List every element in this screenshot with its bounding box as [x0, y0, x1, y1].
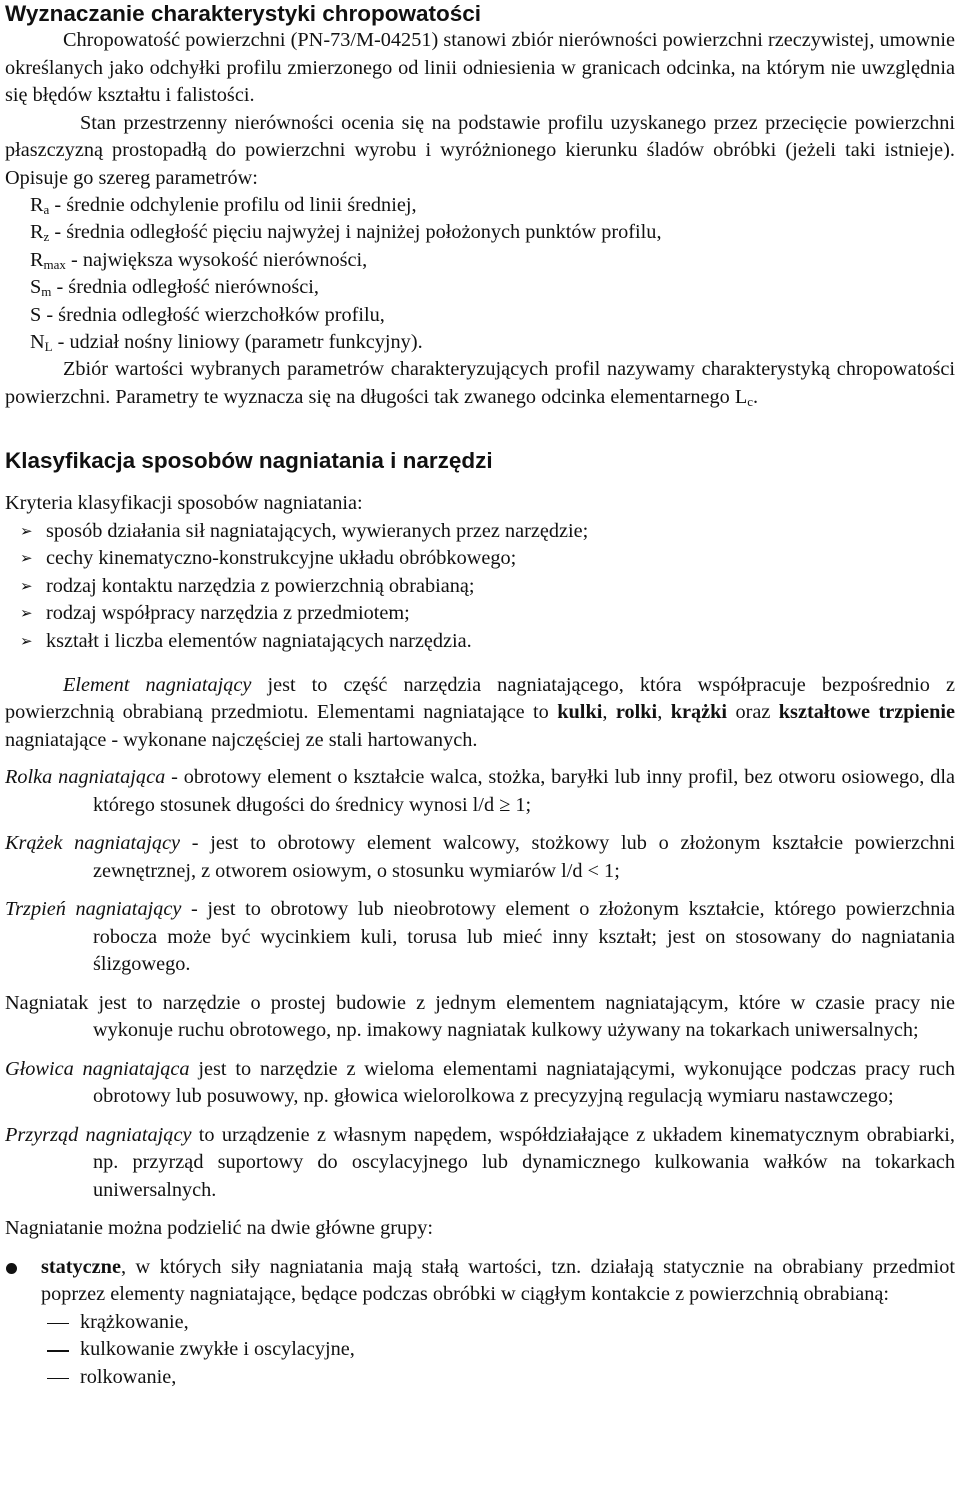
- definition-text: jest to narzędzie z wieloma elementami nagniatającymi, wykonujące podczas pracy ruch obrotowy lub posuwowy, np. głowica wielorolkowa z precyzyjną regulacją wymiaru nastawczego;: [93, 1057, 955, 1108]
- paragraph-text: Zbiór wartości wybranych parametrów charakteryzujących profil nazywamy charakterystyką chropowatości powierzchni. Parametry te wyznacza się na długości tak zwanego odcinka elementarnego L: [5, 358, 955, 408]
- term-krazki: krążki: [670, 701, 728, 724]
- parameter-description: - największa wysokość nierówności,: [65, 248, 368, 271]
- dash-bullet-icon: [47, 1378, 69, 1380]
- parameter-subscript: z: [43, 229, 50, 245]
- parameter-rz: [5, 219, 955, 246]
- paragraph-spacer: [5, 655, 955, 672]
- criteria-list: [5, 518, 955, 655]
- definition-text: - jest to obrotowy lub nieobrotowy element o złożonym kształcie, którego powierzchnia robocza może być wycinkiem kuli, torusa lub mieć inny kształt; jest on stosowany do nagniatania ślizgowego.: [93, 898, 955, 976]
- list-item: [5, 545, 955, 572]
- paragraph-text: nagniatające - wykonane najczęściej ze stali hartowanych.: [5, 728, 478, 751]
- definition-term: Trzpień nagniatający: [5, 898, 182, 921]
- arrowhead-bullet-icon: ➢: [20, 631, 33, 650]
- list-item: [5, 1364, 955, 1391]
- list-item-text: kształt i liczba elementów nagniatających narzędzia.: [46, 629, 472, 652]
- separator: oraz: [727, 701, 779, 724]
- term-trzpienie: kształtowe trzpienie: [778, 701, 956, 724]
- parameter-symbol: N: [30, 331, 45, 354]
- parameter-description: - średnia odległość wierzchołków profilu,: [41, 303, 385, 326]
- arrowhead-bullet-icon: ➢: [20, 604, 33, 623]
- list-item-text: cechy kinematyczno-konstrukcyjne układu obróbkowego;: [46, 547, 517, 570]
- arrowhead-bullet-icon: ➢: [20, 549, 33, 568]
- section-spacer: [5, 411, 955, 447]
- parameter-symbol: R: [30, 194, 44, 216]
- paragraph-roughness-characteristic: [5, 356, 955, 411]
- parameter-symbol: R: [30, 221, 44, 244]
- definition-term: Rolka nagniatająca: [5, 766, 166, 789]
- parameter-ra: [5, 192, 955, 219]
- group-static-text: , w których siły nagniatania mają stałą wartości, tzn. działają statycznie na obrabiany przedmiot poprzez elementy nagniatające, będące podczas obróbki w ciągłym kontakcie z powierzchnią obrabianą:: [41, 1255, 955, 1306]
- parameter-symbol: S: [30, 276, 42, 299]
- parameter-description: - średnia odległość pięciu najwyżej i najniżej położonych punktów profilu,: [49, 221, 662, 244]
- list-item-text: rodzaj współpracy narzędzia z przedmiotem;: [46, 602, 410, 625]
- section-title-classification: Klasyfikacja sposobów nagniatania i narzędzi: [5, 448, 493, 474]
- list-item: [5, 518, 955, 545]
- parameter-symbol: S: [30, 303, 42, 326]
- heading-spacer: [5, 475, 955, 490]
- definition-text: to urządzenie z własnym napędem, współdziałające z układem kinematycznym obrabiarki, np. przyrząd suportowy do oscylacyjnego lub dynamicznego kulkowania wałków na tokarkach uniwersalnych.: [93, 1123, 955, 1201]
- list-item-text: rolkowanie,: [80, 1365, 177, 1388]
- parameter-list: [5, 192, 955, 356]
- definition-term: Przyrząd nagniatający: [5, 1123, 192, 1146]
- definition-term: Krążek nagniatający: [5, 832, 181, 855]
- term-element: Element nagniatający: [63, 673, 252, 696]
- static-methods-list: [5, 1309, 955, 1391]
- list-item: [5, 573, 955, 600]
- section-title-roughness: Wyznaczanie charakterystyki chropowatości: [5, 1, 482, 26]
- list-item: [5, 1336, 955, 1363]
- list-item: [5, 600, 955, 627]
- definition-term: Nagniatak: [5, 991, 89, 1014]
- parameter-nl: [5, 329, 955, 356]
- parameter-sm: [5, 274, 955, 301]
- list-item: [5, 628, 955, 655]
- dash-bullet-icon: [47, 1323, 69, 1325]
- definition-rolka: [5, 764, 955, 819]
- list-item-text: kulkowanie zwykłe i oscylacyjne,: [80, 1338, 355, 1361]
- term-rolki: rolki: [615, 701, 658, 724]
- arrowhead-bullet-icon: ➢: [20, 521, 33, 540]
- groups-intro: Nagniatanie można podzielić na dwie główne grupy:: [5, 1217, 434, 1240]
- definition-text: - jest to obrotowy element walcowy, stożkowy lub o złożonym kształcie powierzchni zewnętrznej, z otworem osiowym, o stosunku wymiarów l/d < 1;: [93, 832, 956, 882]
- definition-text: jest to narzędzie o prostej budowie z jednym elementem nagniatającym, które w czasie pracy nie wykonuje ruchu obrotowego, np. imakowy nagniatak kulkowy używany na tokarkach uniwersalnych;: [88, 991, 955, 1042]
- parameter-description: - średnie odchylenie profilu od linii średniej,: [49, 194, 417, 216]
- definition-text: - obrotowy element o kształcie walca, stożka, baryłki lub inny profil, bez otworu osiowego, dla którego stosunek długości do średnicy wynosi l/d ≥ 1;: [93, 766, 955, 816]
- arrowhead-bullet-icon: ➢: [20, 576, 33, 595]
- parameter-subscript: L: [44, 339, 53, 355]
- filled-circle-bullet-icon: [6, 1263, 17, 1274]
- paragraph-roughness-definition: Chropowatość powierzchni (PN-73/M-04251) stanowi zbiór nierówności powierzchni rzeczywistej, umownie określanych jako odchyłki profilu zmierzonego od linii odniesienia w granicach odcinka, na którym nie uwzględnia się błędów kształtu i falistości.: [5, 29, 955, 106]
- definition-term: Głowica nagniatająca: [5, 1057, 190, 1080]
- definition-glowica: [5, 1056, 955, 1111]
- definition-krazek: [5, 830, 955, 885]
- group-static: [5, 1254, 955, 1309]
- criteria-intro: Kryteria klasyfikacji sposobów nagniatania:: [5, 492, 363, 515]
- separator: ,: [657, 701, 671, 724]
- list-item-text: krążkowanie,: [80, 1310, 189, 1333]
- paragraph-rolling-element: [5, 672, 955, 755]
- separator: ,: [602, 701, 616, 724]
- paragraph-profile-assessment: Stan przestrzenny nierówności ocenia się na podstawie profilu uzyskanego przez przecięcie powierzchni płaszczyzną prostopadłą do powierzchni wyrobu i wyróżnionego kierunku śladów obróbki (jeżeli taki istnieje). Opisuje go szereg parametrów:: [5, 111, 955, 189]
- paragraph-end: .: [753, 385, 759, 408]
- definition-nagniatak: [5, 990, 955, 1045]
- parameter-s: [5, 302, 955, 329]
- parameter-rmax: [5, 247, 955, 274]
- definition-przyrzad: [5, 1122, 955, 1205]
- term-static: statyczne: [41, 1255, 121, 1278]
- paragraph-text: jest to część narzędzia nagniatającego, która współpracuje bezpośrednio z powierzchnią obrabianą przedmiotu. Elementami nagniatające to: [5, 673, 955, 724]
- parameter-subscript: a: [43, 202, 50, 217]
- list-item-text: sposób działania sił nagniatających, wywieranych przez narzędzie;: [46, 519, 589, 542]
- parameter-subscript: max: [43, 256, 66, 272]
- parameter-description: - udział nośny liniowy (parametr funkcyjny).: [52, 331, 423, 354]
- term-kulki: kulki: [557, 701, 603, 724]
- list-item-text: rodzaj kontaktu narzędzia z powierzchnią obrabianą;: [46, 574, 475, 597]
- dash-bullet-icon: [47, 1350, 69, 1352]
- definition-trzpien: [5, 896, 955, 979]
- list-item: [5, 1309, 955, 1336]
- parameter-description: - średnia odległość nierówności,: [51, 276, 319, 299]
- parameter-symbol: R: [30, 248, 44, 271]
- subscript-c: c: [747, 393, 753, 409]
- parameter-subscript: m: [41, 284, 52, 300]
